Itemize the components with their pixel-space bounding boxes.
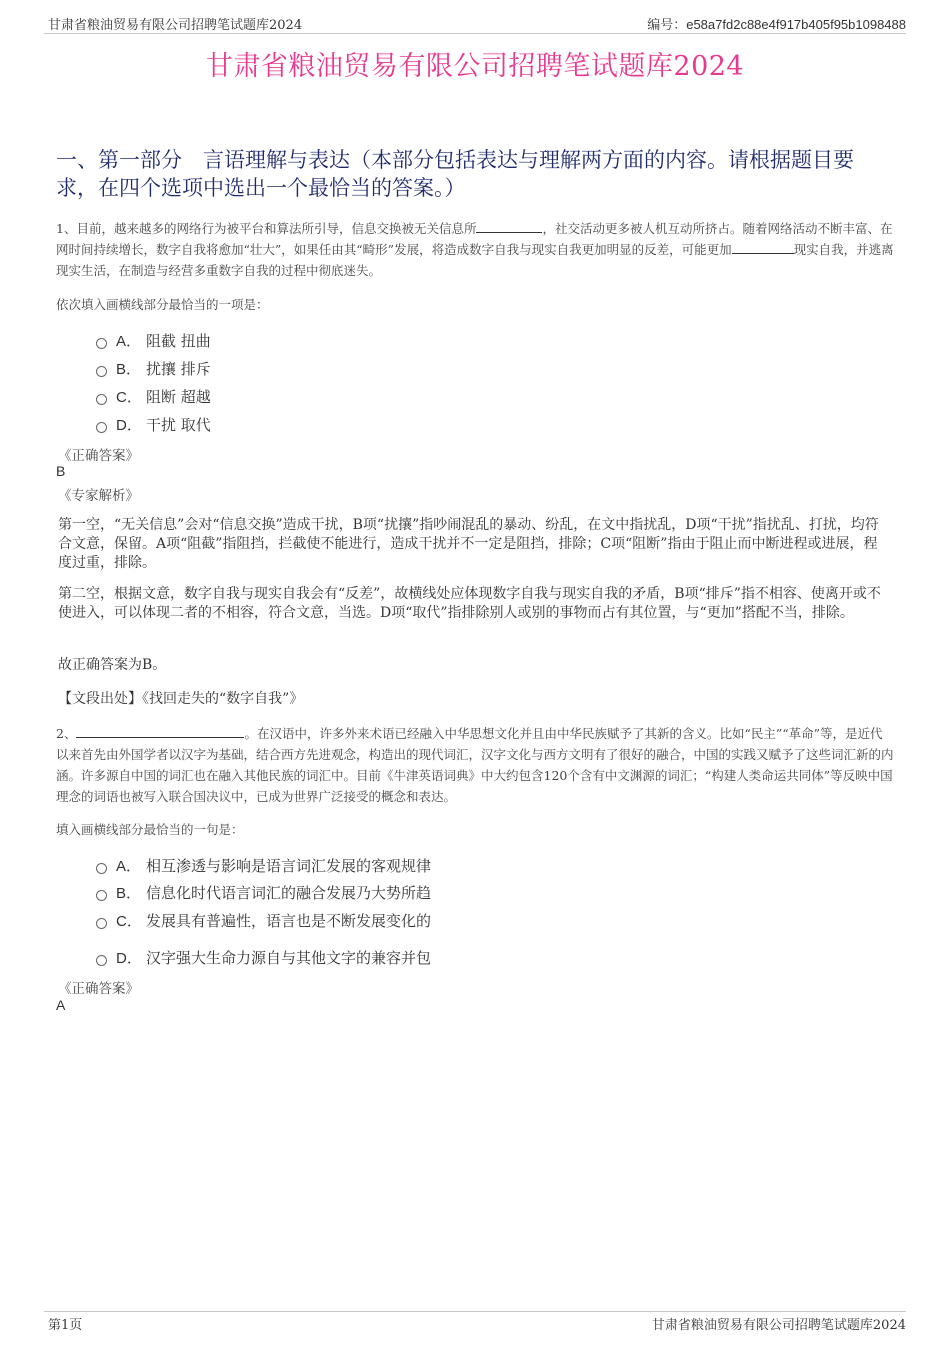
q2-option-d[interactable] bbox=[96, 947, 431, 968]
q1-source: 【文段出处】《找回走失的“数字自我”》 bbox=[58, 691, 304, 707]
option-text: 扰攘 排斥 bbox=[146, 360, 211, 378]
option-letter: D． bbox=[116, 950, 142, 967]
q1-option-d[interactable] bbox=[96, 414, 211, 435]
option-letter: A． bbox=[116, 858, 142, 875]
option-letter: D． bbox=[116, 417, 142, 434]
page-title: 甘肃省粮油贸易有限公司招聘笔试题库2024 bbox=[205, 51, 745, 82]
question-1-text bbox=[56, 218, 894, 281]
q1-answer-label: 《正确答案》 bbox=[58, 448, 139, 464]
q1-option-c[interactable] bbox=[96, 386, 211, 407]
q1-text-part1: 1、目前，越来越多的网络行为被平台和算法所引导，信息交换被无关信息所 bbox=[56, 221, 477, 236]
code-value: e58a7fd2c88e4f917b405f95b1098488 bbox=[686, 17, 906, 32]
option-letter: B． bbox=[116, 885, 142, 902]
fill-blank bbox=[76, 725, 244, 738]
fill-blank bbox=[476, 220, 542, 233]
option-letter: B． bbox=[116, 361, 142, 378]
fill-blank bbox=[732, 241, 794, 254]
option-text: 干扰 取代 bbox=[146, 416, 211, 434]
q2-option-c[interactable] bbox=[96, 910, 431, 931]
q2-number: 2、 bbox=[56, 726, 77, 741]
radio-icon[interactable] bbox=[96, 366, 107, 377]
option-text: 汉字强大生命力源自与其他文字的兼容并包 bbox=[146, 949, 432, 967]
option-letter: C． bbox=[116, 913, 142, 930]
q1-text-part3: 现实自我，并逃离现实生活，在制造与经营多重数字自我的过程中彻底迷失。 bbox=[56, 242, 894, 278]
code-label: 编号： bbox=[647, 18, 687, 33]
header-doc-title: 甘肃省粮油贸易有限公司招聘笔试题库2024 bbox=[48, 18, 303, 33]
radio-icon[interactable] bbox=[96, 918, 107, 929]
question-2-text bbox=[56, 723, 894, 807]
option-text: 相互渗透与影响是语言词汇发展的客观规律 bbox=[146, 857, 432, 875]
q2-option-a[interactable] bbox=[96, 855, 431, 876]
q1-analysis-paragraph-1: 第一空，“无关信息”会对“信息交换”造成干扰，B项“扰攘”指吵闹混乱的暴动、纷乱，在文中指扰乱，D项“干扰”指扰乱、打扰，均符合文意，保留。A项“阻截”指阻挡，拦截使不能进行，造成干扰并不一定是阻挡，排除；C项“阻断”指由于阻止而中断进程或进展，程度过重，排除。 bbox=[58, 517, 879, 571]
option-letter: C． bbox=[116, 389, 142, 406]
question-2-prompt: 填入画横线部分最恰当的一句是： bbox=[56, 822, 244, 837]
q1-analysis-label: 《专家解析》 bbox=[58, 488, 139, 504]
radio-icon[interactable] bbox=[96, 338, 107, 349]
radio-icon[interactable] bbox=[96, 890, 107, 901]
radio-icon[interactable] bbox=[96, 422, 107, 433]
footer-divider bbox=[44, 1311, 906, 1312]
q1-option-b[interactable] bbox=[96, 358, 211, 379]
option-text: 阻截 扭曲 bbox=[146, 332, 211, 350]
section-heading: 一、第一部分 言语理解与表达（本部分包括表达与理解两方面的内容。请根据题目要求，在四个选项中选出一个最恰当的答案。） bbox=[56, 148, 854, 200]
radio-icon[interactable] bbox=[96, 955, 107, 966]
header-divider bbox=[44, 33, 906, 34]
q2-answer-value: A bbox=[56, 997, 66, 1013]
q1-analysis-paragraph-2: 第二空，根据文意，数字自我与现实自我会有“反差”，故横线处应体现数字自我与现实自我的矛盾，B项“排斥”指不相容、使离开或不使进入，可以体现二者的不相容，符合文意，当选。D项“取代”指排除别人或别的事物而占有其位置，与“更加”搭配不当，排除。 bbox=[58, 586, 881, 621]
q1-option-a[interactable] bbox=[96, 330, 211, 351]
page-number: 第1页 bbox=[48, 1318, 83, 1333]
q1-answer-value: B bbox=[56, 463, 66, 479]
q2-answer-label: 《正确答案》 bbox=[58, 981, 139, 997]
q2-option-b[interactable] bbox=[96, 882, 431, 903]
q2-text: 。在汉语中，许多外来术语已经融入中华思想文化并且由中华民族赋予了其新的含义。比如“民主”“革命”等，是近代以来首先由外国学者以汉字为基础，结合西方先进观念，构造出的现代词汇，汉字文化与西方文明有了很好的融合，中国的实践又赋予了这些词汇新的内涵。许多源自中国的词汇也在融入其他民族的词汇中。目前《牛津英语词典》中大约包含120个含有中文渊源的词汇；“构建人类命运共同体”等反映中国理念的词语也被写入联合国决议中，已成为世界广泛接受的概念和表达。 bbox=[56, 726, 894, 804]
radio-icon[interactable] bbox=[96, 863, 107, 874]
question-1-prompt: 依次填入画横线部分最恰当的一项是： bbox=[56, 297, 269, 312]
footer-doc-title: 甘肃省粮油贸易有限公司招聘笔试题库2024 bbox=[651, 1318, 906, 1333]
option-text: 发展具有普遍性，语言也是不断发展变化的 bbox=[146, 912, 432, 930]
header-doc-code bbox=[647, 14, 906, 33]
q1-text-part2: ，社交活动更多被人机互动所挤占。随着网络活动不断丰富、在网时间持续增长，数字自我将愈加“壮大”，如果任由其“畸形”发展，将造成数字自我与现实自我更加明显的反差，可能更加 bbox=[56, 221, 893, 257]
option-letter: A． bbox=[116, 333, 142, 350]
radio-icon[interactable] bbox=[96, 394, 107, 405]
q1-analysis-paragraph-3: 故正确答案为B。 bbox=[58, 657, 167, 673]
option-text: 阻断 超越 bbox=[146, 388, 211, 406]
option-text: 信息化时代语言词汇的融合发展乃大势所趋 bbox=[146, 884, 432, 902]
